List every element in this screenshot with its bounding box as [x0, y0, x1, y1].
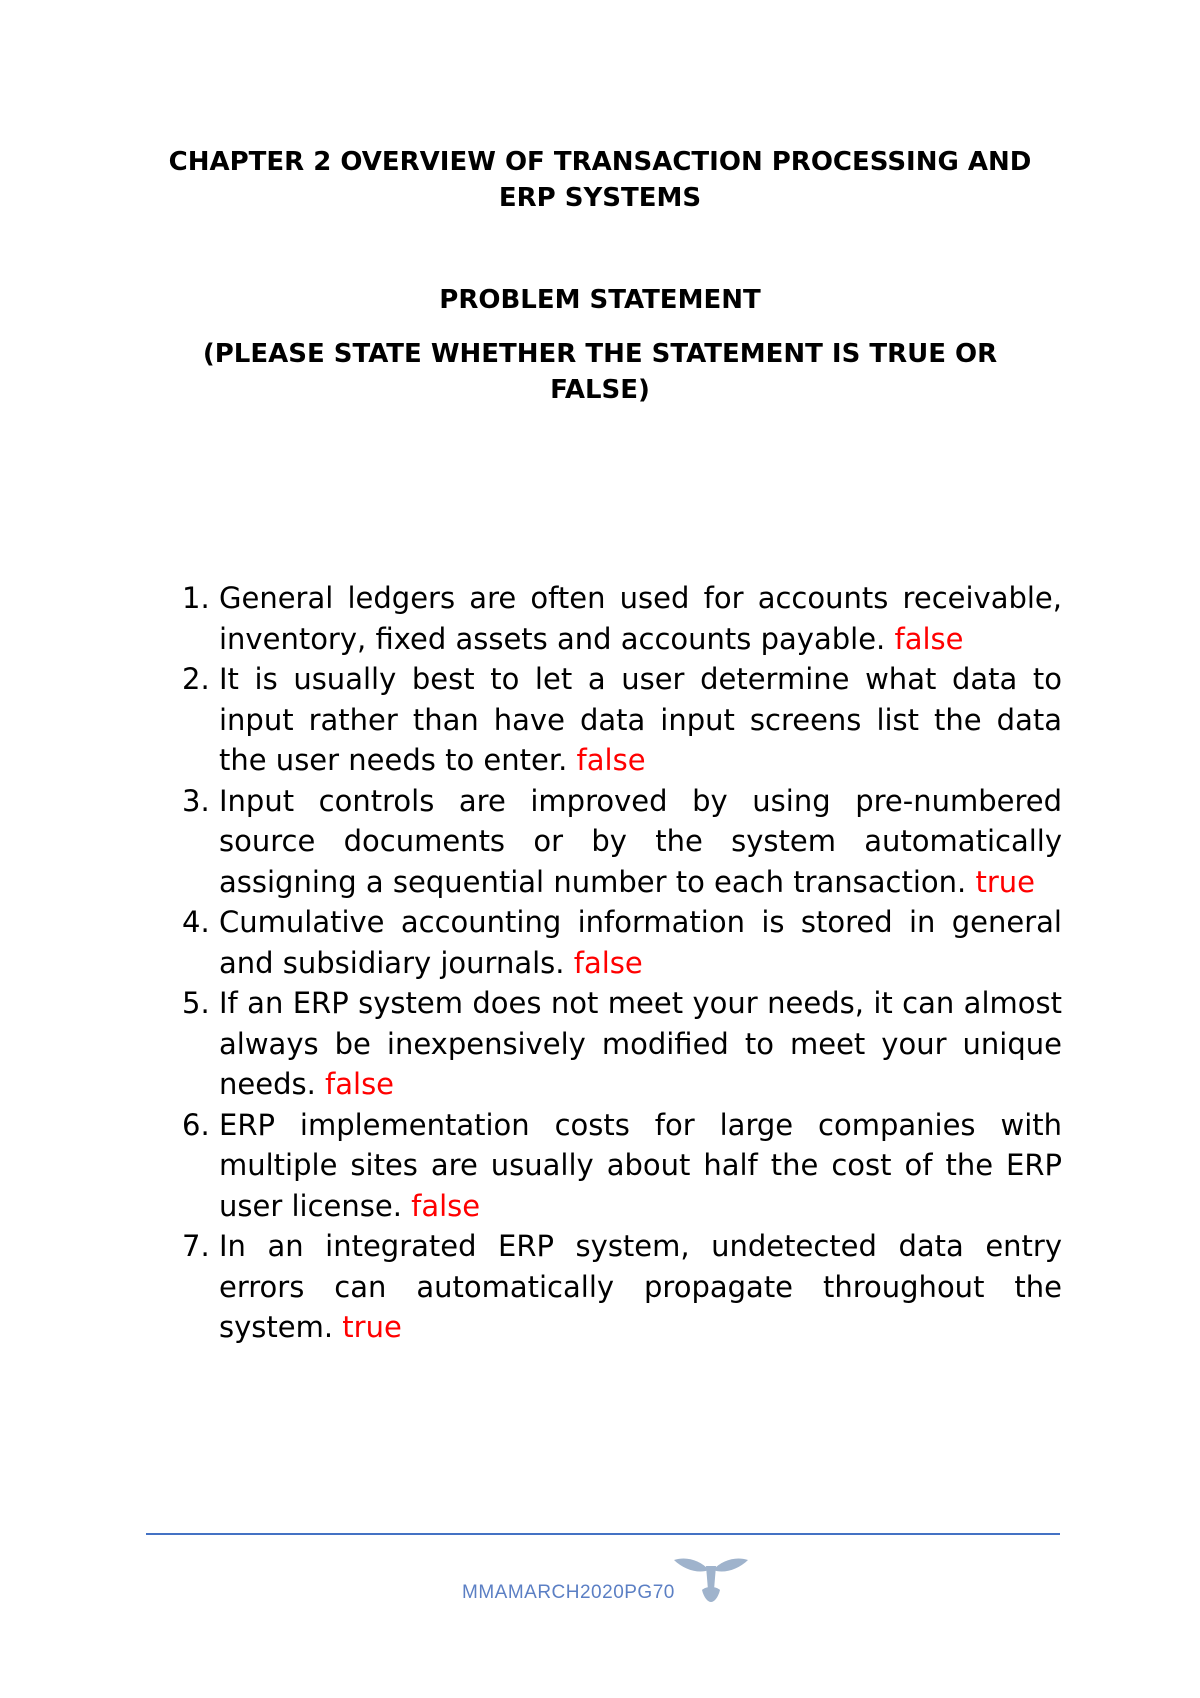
question-text	[219, 1226, 1062, 1348]
question-statement: It is usually best to let a user determine what data to input rather than have data input screens list the data the user needs to enter.	[219, 662, 1062, 777]
propeller-logo-icon	[672, 1552, 750, 1606]
question-number: 5.	[182, 986, 210, 1020]
footer-text: MMAMARCH2020PG70	[462, 1582, 675, 1603]
answer-label: true	[975, 864, 1035, 899]
answer-label: false	[325, 1067, 395, 1101]
question-number: 3.	[182, 783, 210, 818]
question-text	[219, 659, 1062, 781]
answer-label: false	[576, 743, 646, 777]
list-item	[172, 781, 1062, 903]
question-text	[219, 983, 1062, 1105]
question-number: 2.	[182, 662, 210, 696]
question-number: 7.	[182, 1229, 210, 1263]
question-statement: ERP implementation costs for large companies with multiple sites are usually about half the cost of the ERP user license.	[219, 1107, 1062, 1223]
list-item	[172, 983, 1062, 1105]
question-text	[219, 902, 1062, 983]
list-item	[172, 902, 1062, 983]
question-number: 6.	[182, 1107, 210, 1142]
question-statement: Input controls are improved by using pre-numbered source documents or by the system automatically assigning a sequential number to each transaction.	[219, 783, 1062, 899]
list-item	[172, 578, 1062, 659]
answer-label: true	[342, 1310, 402, 1344]
answer-label: false	[894, 621, 964, 656]
question-statement: If an ERP system does not meet your needs, it can almost always be inexpensively modified to meet your unique needs.	[219, 986, 1062, 1101]
question-number: 4.	[182, 905, 210, 939]
instruction-text: (PLEASE STATE WHETHER THE STATEMENT IS TRUE OR FALSE)	[202, 339, 998, 405]
question-text	[219, 578, 1062, 659]
question-text	[219, 781, 1062, 903]
question-statement: In an integrated ERP system, undetected data entry errors can automatically propagate throughout the system.	[219, 1229, 1062, 1344]
question-list	[172, 578, 1062, 1348]
question-statement: General ledgers are often used for accounts receivable, inventory, fixed assets and accounts payable.	[219, 581, 1062, 656]
question-statement: Cumulative accounting information is stored in general and subsidiary journals.	[219, 905, 1062, 980]
list-item	[172, 659, 1062, 781]
answer-label: false	[573, 945, 643, 980]
list-item	[172, 1226, 1062, 1348]
list-item	[172, 1105, 1062, 1227]
footer-divider	[146, 1533, 1060, 1535]
question-number: 1.	[182, 581, 210, 615]
chapter-title: CHAPTER 2 OVERVIEW OF TRANSACTION PROCESSING AND ERP SYSTEMS	[168, 147, 1032, 213]
section-title: PROBLEM STATEMENT	[439, 285, 761, 315]
answer-label: false	[411, 1188, 481, 1223]
question-text	[219, 1105, 1062, 1227]
